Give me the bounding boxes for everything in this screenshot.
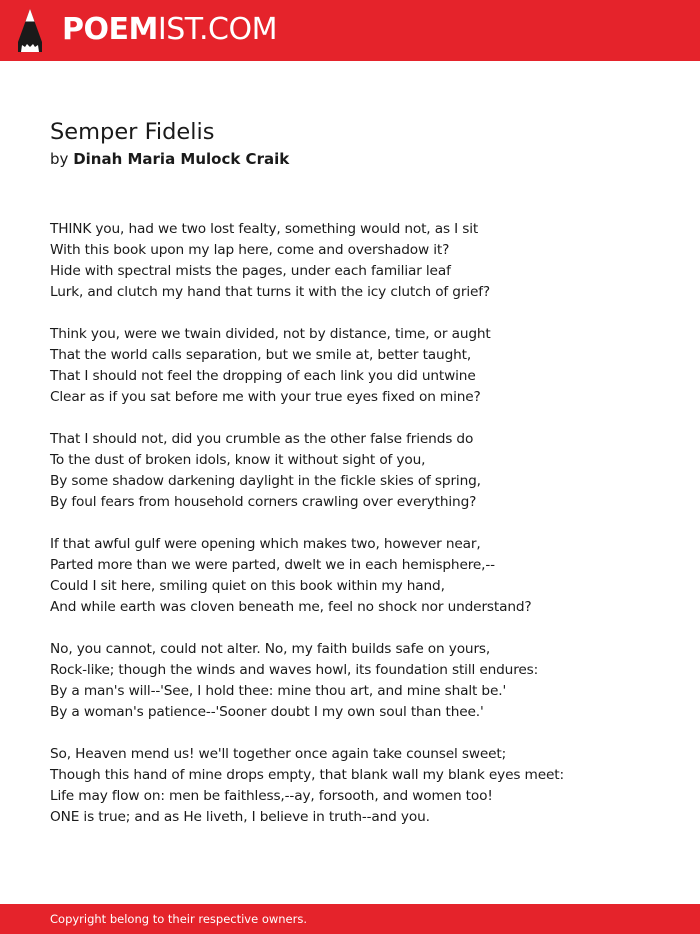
poem-line: Rock-like; though the winds and waves howl, its foundation still endures: [50, 662, 539, 678]
poem-line: So, Heaven mend us! we'll together once again take counsel sweet; [50, 746, 507, 762]
copyright-notice: Copyright belong to their respective owners. [50, 912, 308, 926]
poem-line: No, you cannot, could not alter. No, my faith builds safe on yours, [50, 641, 491, 657]
poem-line: If that awful gulf were opening which makes two, however near, [50, 536, 481, 552]
pencil-tip-icon [18, 9, 42, 52]
poem-line: By foul fears from household corners crawling over everything? [50, 494, 477, 510]
logo-text-light: IST.COM [157, 12, 277, 47]
stanza [50, 744, 670, 828]
poem-body [50, 219, 670, 849]
poem-line: Life may flow on: men be faithless,--ay, forsooth, and women too! [50, 788, 493, 804]
poem-title: Semper Fidelis [50, 119, 215, 145]
poem-line: Parted more than we were parted, dwelt we in each hemisphere,-- [50, 557, 495, 573]
poem-line: By some shadow darkening daylight in the fickle skies of spring, [50, 473, 481, 489]
stanza [50, 639, 670, 723]
byline [50, 148, 289, 170]
poem-line: That the world calls separation, but we smile at, better taught, [50, 347, 472, 363]
site-footer [0, 904, 700, 934]
stanza [50, 324, 670, 408]
poem-line: That I should not, did you crumble as the other false friends do [50, 431, 474, 447]
poem-line: That I should not feel the dropping of each link you did untwine [50, 368, 476, 384]
site-header [0, 0, 700, 61]
poem-line: By a woman's patience--'Sooner doubt I my own soul than thee.' [50, 704, 484, 720]
poem-line: ONE is true; and as He liveth, I believe in truth--and you. [50, 809, 430, 825]
poem-line: THINK you, had we two lost fealty, something would not, as I sit [50, 221, 479, 237]
logo-text-strong: POEM [62, 12, 158, 47]
poem-line: Could I sit here, smiling quiet on this book within my hand, [50, 578, 445, 594]
site-logo[interactable] [62, 12, 277, 48]
poem-line: Hide with spectral mists the pages, under each familiar leaf [50, 263, 451, 279]
stanza [50, 534, 670, 618]
poem-line: With this book upon my lap here, come and overshadow it? [50, 242, 450, 258]
poem-line: To the dust of broken idols, know it without sight of you, [50, 452, 426, 468]
author-name: Dinah Maria Mulock Craik [73, 150, 290, 168]
stanza [50, 429, 670, 513]
poem-line: Lurk, and clutch my hand that turns it with the icy clutch of grief? [50, 284, 491, 300]
poem-line: Clear as if you sat before me with your true eyes fixed on mine? [50, 389, 481, 405]
poem-line: By a man's will--'See, I hold thee: mine thou art, and mine shalt be.' [50, 683, 507, 699]
stanza [50, 219, 670, 303]
poem-line: Think you, were we twain divided, not by distance, time, or aught [50, 326, 491, 342]
poem-line: And while earth was cloven beneath me, feel no shock nor understand? [50, 599, 532, 615]
by-label: by [50, 150, 69, 168]
poem-line: Though this hand of mine drops empty, that blank wall my blank eyes meet: [50, 767, 564, 783]
